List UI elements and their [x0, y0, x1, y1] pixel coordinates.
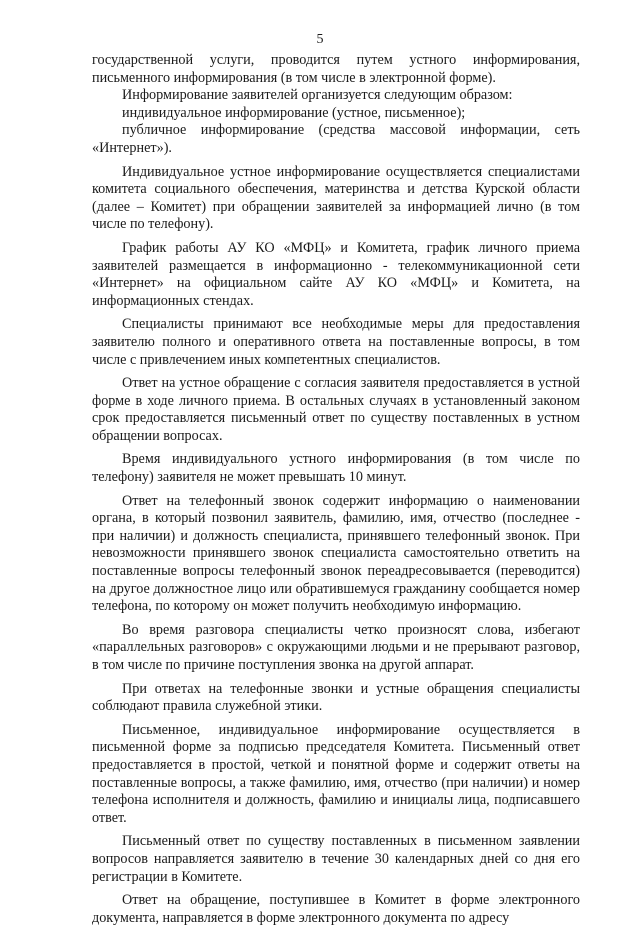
paragraph-2: Информирование заявителей организуется следующим образом:: [122, 87, 513, 104]
paragraph-6: График работы АУ КО «МФЦ» и Комитета, график личного приема заявителей размещается в информационно - телекоммуникационной сети «Интернет» на официальном сайте АУ КО «МФЦ» и Комитета, на информационных стендах.: [92, 239, 580, 309]
paragraph-11: Во время разговора специалисты четко произносят слова, избегают «параллельных разговоров» с окружающими людьми и не прерывают разговор, в том числе по причине поступления звонка на другой аппарат.: [92, 621, 580, 673]
page-number: 5: [316, 32, 324, 47]
paragraph-1: государственной услуги, проводится путем устного информирования, письменного информирования (в том числе в электронной форме).: [92, 52, 580, 86]
paragraph-15: Ответ на обращение, поступившее в Комитет в форме электронного документа, направляется в форме электронного документа по адресу: [92, 892, 580, 926]
paragraph-12: При ответах на телефонные звонки и устные обращения специалисты соблюдают правила служебной этики.: [92, 680, 580, 715]
paragraph-14: Письменный ответ по существу поставленных в письменном заявлении вопросов направляется заявителю в течение 30 календарных дней со дня его регистрации в Комитете.: [92, 833, 580, 885]
paragraph-10: Ответ на телефонный звонок содержит информацию о наименовании органа, в который позвонил заявитель, фамилию, имя, отчество (последнее - при наличии) и должность специалиста, принявшего телефонный звонок. При невозможности принявшего звонок специалиста самостоятельно ответить на поставленные вопросы телефонный звонок переадресовывается (переводится) на другое должностное лицо или обратившемуся гражданину сообщается номер телефона, по которому он может получить необходимую информацию.: [92, 492, 580, 615]
paragraph-8: Ответ на устное обращение с согласия заявителя предоставляется в устной форме в ходе личного приема. В остальных случаях в установленный законом срок предоставляется письменный ответ по существу поставленных в устном обращении вопросах.: [92, 375, 580, 444]
paragraph-4: публичное информирование (средства массовой информации, сеть «Интернет»).: [92, 122, 580, 156]
paragraph-5: Индивидуальное устное информирование осуществляется специалистами комитета социального обеспечения, материнства и детства Курской области (далее – Комитет) при обращении заявителей за информацией лично (в том числе по телефону).: [92, 163, 580, 233]
paragraph-7: Специалисты принимают все необходимые меры для предоставления заявителю полного и оперативного ответа на поставленные вопросы, в том числе с привлечением иных компетентных специалистов.: [92, 316, 580, 368]
document-body: [92, 52, 580, 927]
paragraph-13: Письменное, индивидуальное информирование осуществляется в письменной форме за подписью председателя Комитета. Письменный ответ предоставляется в простой, четкой и понятной форме и содержит ответы на поставленные вопросы, а также фамилию, имя, отчество (при наличии) и номер телефона исполнителя и должность, фамилию и инициалы лица, подписавшего ответ.: [92, 721, 580, 826]
paragraph-9: Время индивидуального устного информирования (в том числе по телефону) заявителя не может превышать 10 минут.: [92, 451, 580, 486]
paragraph-3: индивидуальное информирование (устное, письменное);: [122, 104, 466, 121]
